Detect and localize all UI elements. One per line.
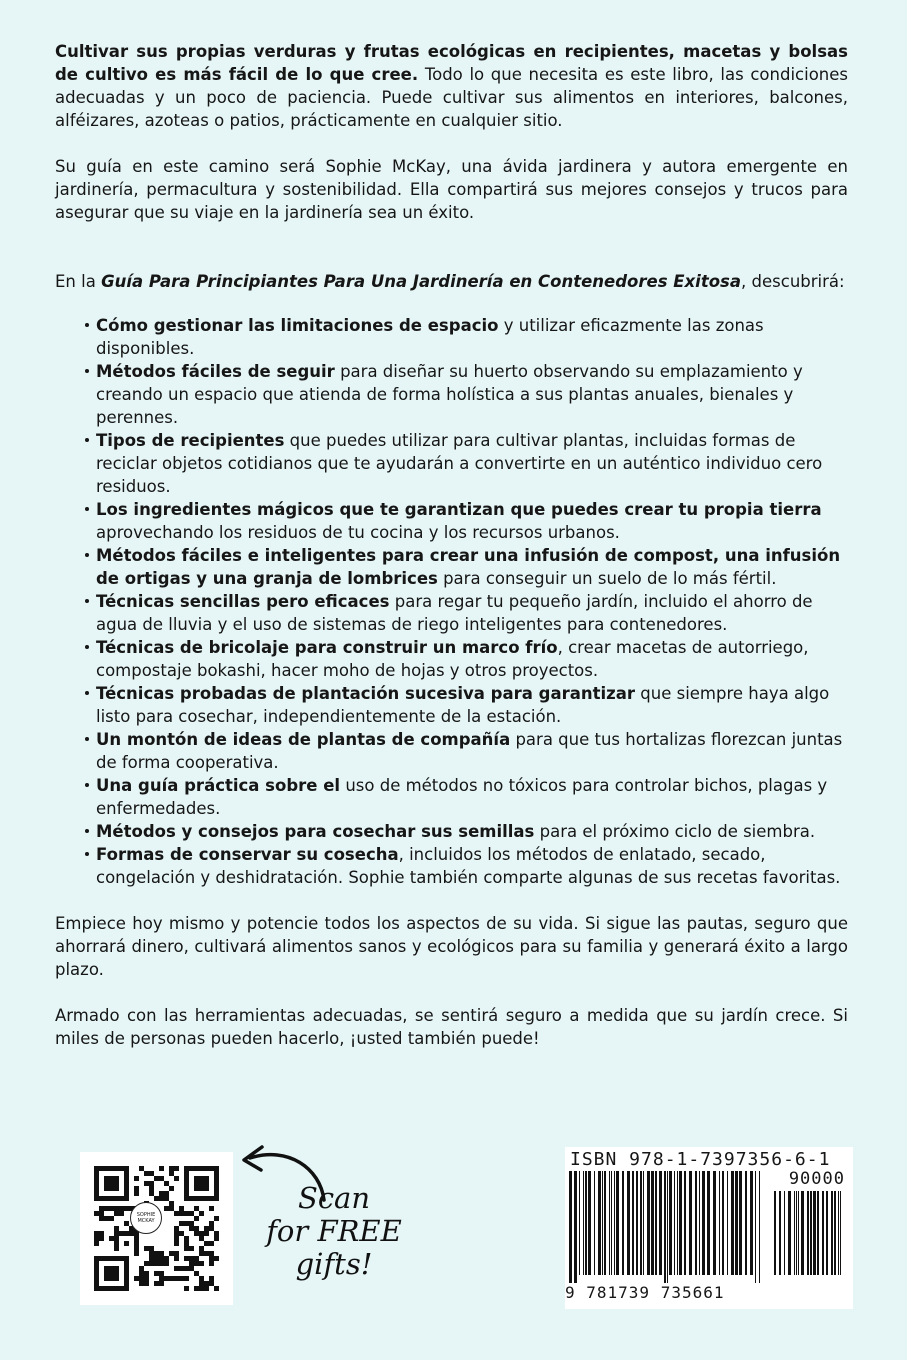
barcode-bars-icon	[565, 1171, 765, 1283]
list-item: Técnicas de bricolaje para construir un marco frío, crear macetas de autorriego, compostaje bokashi, hacer moho de hojas y otros proyectos.	[85, 636, 848, 682]
lead-before: En la	[55, 272, 102, 291]
list-item: Técnicas sencillas pero eficaces para regar tu pequeño jardín, incluido el ahorro de agua de lluvia y el uso de sistemas de riego inteligentes para contenedores.	[85, 590, 848, 636]
intro-bold: Cultivar sus propias verduras y frutas ecológicas en recipientes, macetas y bolsas de cultivo es más fácil de lo que cree.	[55, 42, 848, 84]
barcode-addon-bars-icon	[770, 1191, 846, 1283]
list-item: Formas de conservar su cosecha, incluidos los métodos de enlatado, secado, congelación y deshidratación. Sophie también comparte algunas de sus recetas favoritas.	[85, 843, 848, 889]
list-item: Cómo gestionar las limitaciones de espacio y utilizar eficazmente las zonas disponibles.	[85, 314, 848, 360]
isbn-barcode	[565, 1147, 853, 1309]
intro-rest: Todo lo que necesita es este libro, las condiciones adecuadas y un poco de paciencia. Puede cultivar sus alimentos en interiores, balcones, alféizares, azoteas o patios, prácticamente en cualquier sitio.	[55, 65, 849, 130]
list-item: Métodos fáciles e inteligentes para crear una infusión de compost, una infusión de ortigas y una granja de lombrices para conseguir un suelo de lo más fértil.	[85, 544, 848, 590]
scan-for-gifts-text: Scan for FREE gifts!	[266, 1181, 402, 1281]
feature-list	[55, 314, 848, 889]
list-item: Técnicas probadas de plantación sucesiva para garantizar que siempre haya algo listo para cosechar, independientemente de la estación.	[85, 682, 848, 728]
intro-paragraph	[55, 40, 848, 132]
list-item: Tipos de recipientes que puedes utilizar para cultivar plantas, incluidas formas de reciclar objetos cotidianos que te ayudarán a convertirte en un auténtico individuo cero residuos.	[85, 429, 848, 498]
price-code: 90000	[788, 1169, 845, 1189]
lead-paragraph	[55, 270, 848, 293]
list-item: Métodos fáciles de seguir para diseñar su huerto observando su emplazamiento y creando un espacio que atienda de forma holística a sus plantas anuales, bienales y perennes.	[85, 360, 848, 429]
ean-digits: 9 781739 735661	[565, 1283, 725, 1302]
guide-paragraph: Su guía en este camino será Sophie McKay, una ávida jardinera y autora emergente en jardinería, permacultura y sostenibilidad. Ella compartirá sus mejores consejos y trucos para asegurar que su viaje en la jardinería sea un éxito.	[55, 157, 848, 222]
book-title: Guía Para Principiantes Para Una Jardinería en Contenedores Exitosa	[101, 272, 742, 291]
list-item: Un montón de ideas de plantas de compañía para que tus hortalizas florezcan juntas de forma cooperativa.	[85, 728, 848, 774]
list-item: Los ingredientes mágicos que te garantizan que puedes crear tu propia tierra aprovechando los residuos de tu cocina y los recursos urbanos.	[85, 498, 848, 544]
closing-paragraph-1: Empiece hoy mismo y potencie todos los aspectos de su vida. Si sigue las pautas, seguro que ahorrará dinero, cultivará alimentos sanos y ecológicos para su familia y generará éxito a largo plazo.	[55, 914, 848, 979]
sophie-mckay-logo: SOPHIE MCKAY	[130, 1202, 162, 1234]
lead-after: , descubrirá:	[741, 272, 845, 291]
isbn-label: ISBN 978-1-7397356-6-1	[570, 1149, 831, 1170]
qr-code-card[interactable]	[80, 1152, 233, 1305]
list-item: Métodos y consejos para cosechar sus semillas para el próximo ciclo de siembra.	[85, 820, 848, 843]
list-item: Una guía práctica sobre el uso de métodos no tóxicos para controlar bichos, plagas y enfermedades.	[85, 774, 848, 820]
closing-paragraph-2: Armado con las herramientas adecuadas, se sentirá seguro a medida que su jardín crece. Si miles de personas pueden hacerlo, ¡usted también puede!	[55, 1006, 848, 1048]
back-cover-text	[55, 40, 848, 1050]
